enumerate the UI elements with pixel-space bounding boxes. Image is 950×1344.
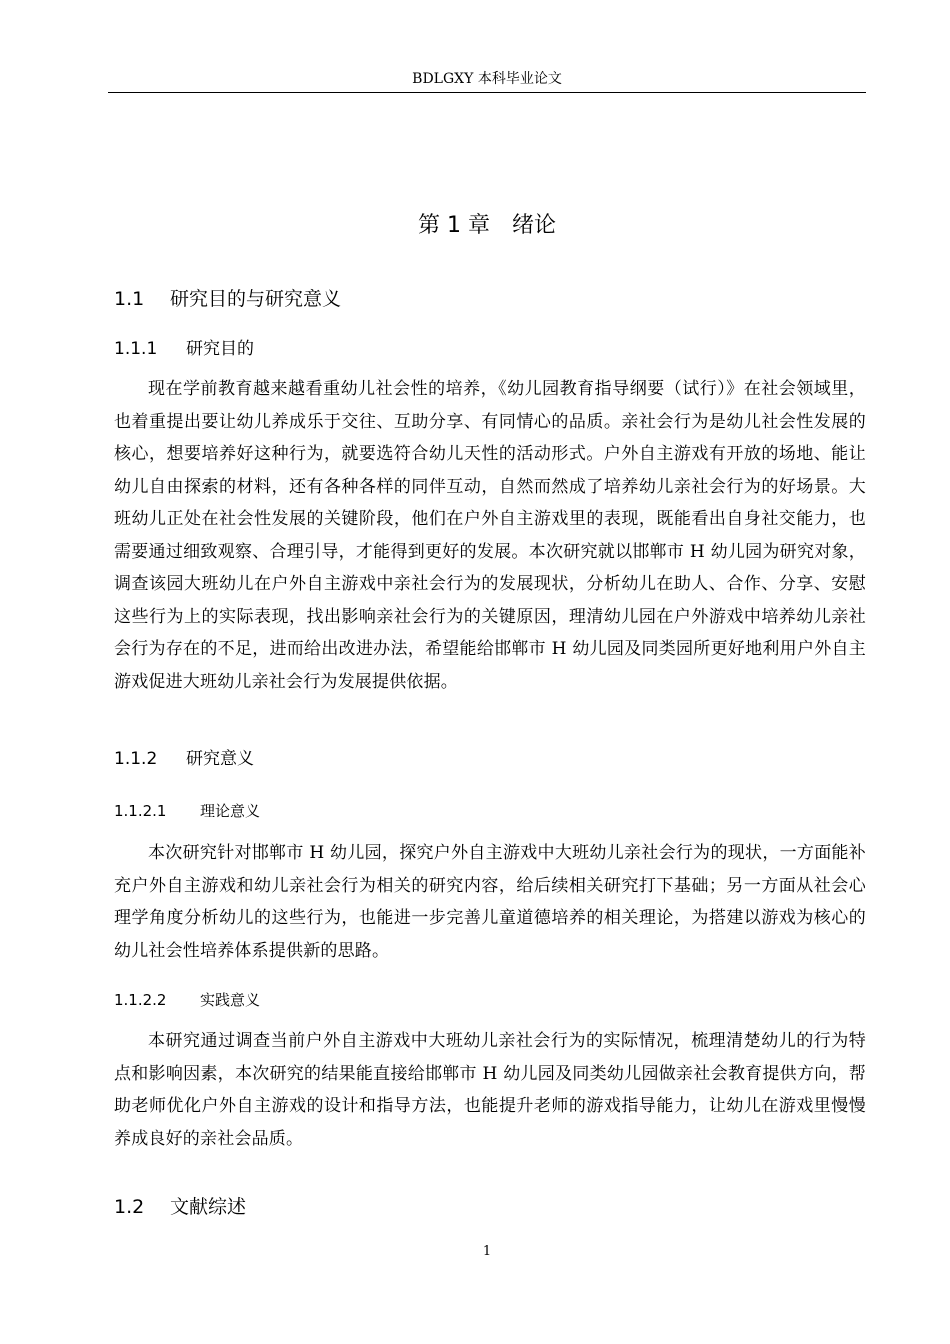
running-header: BDLGXY 本科毕业论文 xyxy=(108,66,866,93)
section-heading-1-1-2 xyxy=(114,745,254,773)
section-title: 实践意义 xyxy=(200,991,261,1009)
section-number: 1.1.2.1 xyxy=(114,802,167,820)
section-number: 1.1.2 xyxy=(114,749,158,769)
section-heading-1-1 xyxy=(114,284,341,314)
section-heading-1-1-1 xyxy=(114,335,254,363)
page-number: 1 xyxy=(482,1244,492,1259)
section-title: 理论意义 xyxy=(200,802,261,820)
section-number: 1.2 xyxy=(114,1196,145,1218)
section-number: 1.1.1 xyxy=(114,339,158,359)
paragraph-theoretical-significance: 本次研究针对邯郸市 H 幼儿园，探究户外自主游戏中大班幼儿亲社会行为的现状，一方面能补充户外自主游戏和幼儿亲社会行为相关的研究内容，给后续相关研究打下基础；另一方面从社会心理学角度分析幼儿的这些行为，也能进一步完善儿童道德培养的相关理论，为搭建以游戏为核心的幼儿社会性培养体系提供新的思路。 xyxy=(114,843,866,961)
section-heading-1-1-2-2 xyxy=(114,987,260,1013)
section-title: 文献综述 xyxy=(170,1196,247,1218)
section-heading-1-2 xyxy=(114,1192,246,1222)
section-title: 研究意义 xyxy=(186,749,254,769)
section-number: 1.1.2.2 xyxy=(114,991,167,1009)
paragraph-research-purpose: 现在学前教育越来越看重幼儿社会性的培养，《幼儿园教育指导纲要（试行）》在社会领域里，也着重提出要让幼儿养成乐于交往、互助分享、有同情心的品质。亲社会行为是幼儿社会性发展的核心，想要培养好这种行为，就要选符合幼儿天性的活动形式。户外自主游戏有开放的场地、能让幼儿自由探索的材料，还有各种各样的同伴互动，自然而然成了培养幼儿亲社会行为的好场景。大班幼儿正处在社会性发展的关键阶段，他们在户外自主游戏里的表现，既能看出自身社交能力，也需要通过细致观察、合理引导，才能得到更好的发展。本次研究就以邯郸市 H 幼儿园为研究对象，调查该园大班幼儿在户外自主游戏中亲社会行为的发展现状，分析幼儿在助人、合作、分享、安慰这些行为上的实际表现，找出影响亲社会行为的关键原因，理清幼儿园在户外游戏中培养幼儿亲社会行为存在的不足，进而给出改进办法，希望能给邯郸市 H 幼儿园及同类园所更好地利用户外自主游戏促进大班幼儿亲社会行为发展提供依据。 xyxy=(114,379,866,692)
section-title: 研究目的 xyxy=(186,339,254,359)
section-number: 1.1 xyxy=(114,288,145,310)
chapter-title: 第 1 章 绪论 xyxy=(418,213,556,238)
section-heading-1-1-2-1 xyxy=(114,798,260,824)
paragraph-practical-significance: 本研究通过调查当前户外自主游戏中大班幼儿亲社会行为的实际情况，梳理清楚幼儿的行为特点和影响因素，本次研究的结果能直接给邯郸市 H 幼儿园及同类幼儿园做亲社会教育提供方向，帮助老师优化户外自主游戏的设计和指导方法，也能提升老师的游戏指导能力，让幼儿在游戏里慢慢养成良好的亲社会品质。 xyxy=(114,1031,866,1149)
section-title: 研究目的与研究意义 xyxy=(170,288,342,310)
